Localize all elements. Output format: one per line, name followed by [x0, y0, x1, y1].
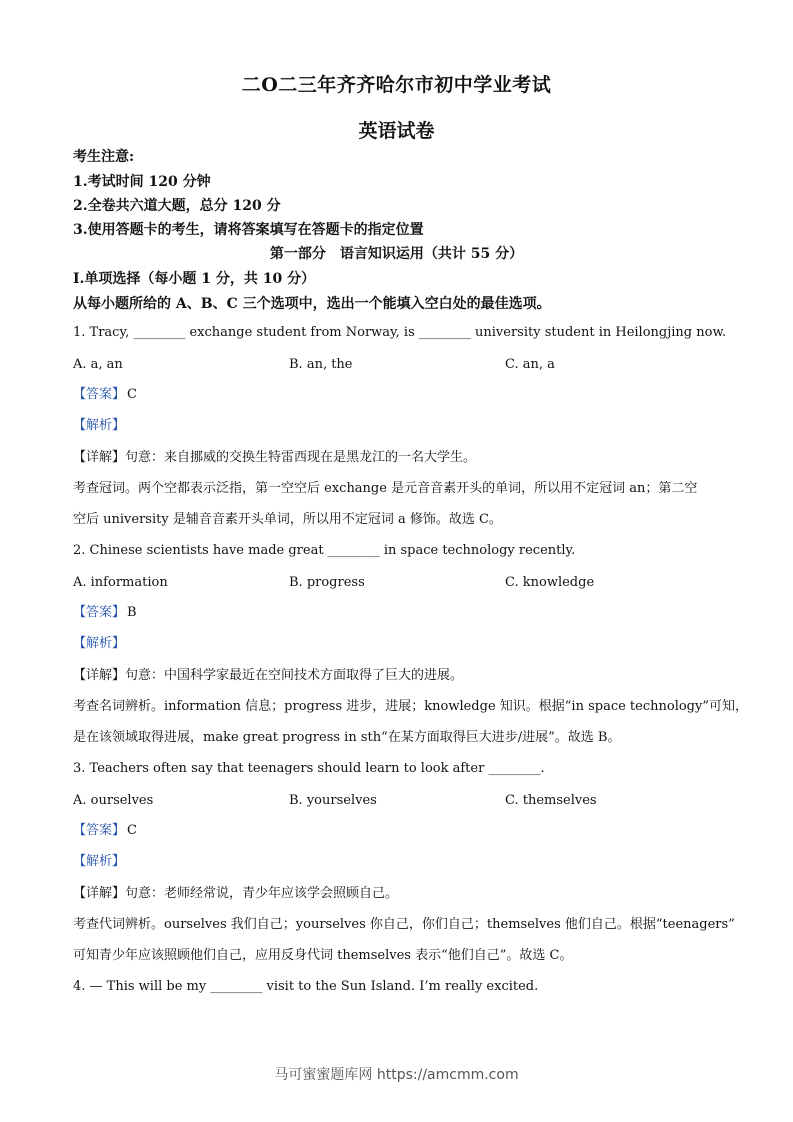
option-a: A. ourselves — [73, 793, 154, 808]
exam-title: 二O二三年齐齐哈尔市初中学业考试 — [241, 74, 552, 96]
option-b: B. progress — [289, 575, 365, 590]
question-stem: 1. Tracy, ________ exchange student from Norway, is ________ university student in Heilongjing now. — [73, 325, 727, 340]
answer-label: 【答案】 — [73, 605, 126, 620]
option-c: C. an, a — [505, 357, 555, 372]
option-c: C. knowledge — [505, 575, 595, 590]
footer-watermark: 马可蜜蜜题库网 https://amcmm.com — [274, 1067, 519, 1083]
answer-label: 【答案】 — [73, 823, 126, 838]
detail-text: 句意：中国科学家最近在空间技术方面取得了巨大的进展。 — [125, 668, 464, 683]
section-title: I.单项选择（每小题 1 分，共 10 分） — [73, 271, 316, 287]
option-a: A. a, an — [73, 357, 123, 372]
detail-line — [73, 667, 463, 685]
detail-text: 句意：老师经常说，青少年应该学会照顾自己。 — [125, 886, 399, 901]
question-stem: 4. — This will be my ________ visit to the Sun Island. I’m really excited. — [73, 979, 539, 994]
notice-item: 2.全卷共六道大题，总分 120 分 — [73, 198, 281, 214]
explanation-line: 考查代词辨析。ourselves 我们自己；yourselves 你自己，你们自己；themselves 他们自己。根据“teenagers” — [73, 917, 735, 932]
question-stem: 3. Teachers often say that teenagers should learn to look after ________. — [73, 761, 545, 776]
answer-label: 【答案】 — [73, 387, 126, 402]
answer-value: C — [127, 823, 137, 838]
answer-line — [73, 822, 137, 840]
section-instruction: 从每小题所给的 A、B、C 三个选项中，选出一个能填入空白处的最佳选项。 — [73, 296, 551, 312]
notice-heading: 考生注意: — [73, 149, 135, 165]
option-c: C. themselves — [505, 793, 597, 808]
exam-subtitle: 英语试卷 — [358, 120, 435, 142]
analysis-label: 【解析】 — [73, 418, 126, 433]
analysis-label: 【解析】 — [73, 854, 126, 869]
detail-label: 【详解】 — [73, 886, 126, 901]
answer-line — [73, 604, 137, 622]
analysis-label: 【解析】 — [73, 636, 126, 651]
detail-line — [73, 885, 398, 903]
answer-value: C — [127, 387, 137, 402]
notice-item: 3.使用答题卡的考生，请将答案填写在答题卡的指定位置 — [73, 222, 424, 238]
option-b: B. an, the — [289, 357, 353, 372]
explanation-line: 空后 university 是辅音音素开头单词，所以用不定冠词 a 修饰。故选 C。 — [73, 512, 502, 527]
detail-text: 句意：来自挪威的交换生特雷西现在是黑龙江的一名大学生。 — [125, 450, 477, 465]
option-a: A. information — [73, 575, 168, 590]
question-stem: 2. Chinese scientists have made great ________ in space technology recently. — [73, 543, 576, 558]
explanation-line: 考查名词辨析。information 信息；progress 进步，进展；knowledge 知识。根据“in space technology”可知， — [73, 699, 748, 714]
answer-value: B — [127, 605, 137, 620]
explanation-line: 可知青少年应该照顾他们自己，应用反身代词 themselves 表示“他们自己”。故选 C。 — [73, 948, 573, 963]
explanation-line: 考查冠词。两个空都表示泛指，第一空空后 exchange 是元音音素开头的单词，所以用不定冠词 an；第二空 — [73, 481, 698, 496]
option-b: B. yourselves — [289, 793, 377, 808]
answer-line — [73, 386, 137, 404]
part-title: 第一部分 语言知识运用（共计 55 分） — [269, 246, 524, 262]
explanation-line: 是在该领域取得进展，make great progress in sth“在某方面取得巨大进步/进展”。故选 B。 — [73, 730, 621, 745]
detail-label: 【详解】 — [73, 668, 126, 683]
notice-item: 1.考试时间 120 分钟 — [73, 174, 211, 190]
detail-line — [73, 449, 476, 467]
detail-label: 【详解】 — [73, 450, 126, 465]
